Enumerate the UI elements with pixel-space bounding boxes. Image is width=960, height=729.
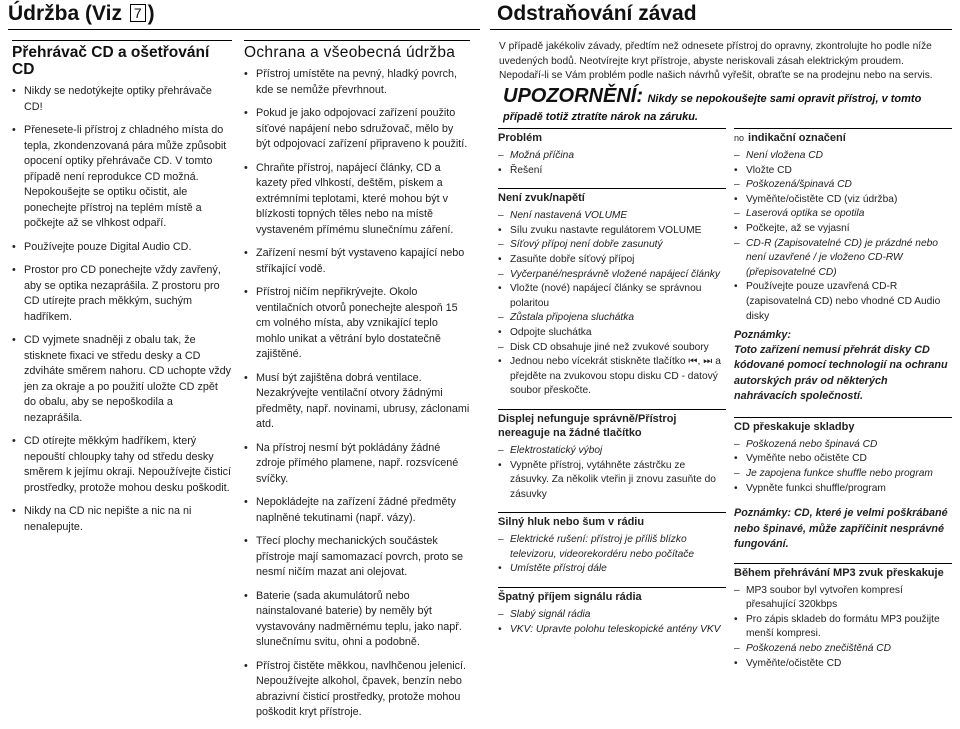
list-item: • CD otírejte měkkým hadříkem, který nepouští chloupky tahy od středu desky směrem k jejímu okraji. Nepoužívejte čisticí prostředky, protože mohou desku poškodit. (12, 434, 232, 496)
list-item: • Prostor pro CD ponechejte vždy zavřený, aby se optika nezaprášila. Z prostoru pro CD utírejte prach měkkým, suchým hadříkem. (12, 263, 232, 325)
solution-row: • Vyměňte/očistěte CD (734, 657, 842, 669)
solution-row: • Vypněte přístroj, vytáhněte zástrčku ze zásuvky. Za několik vteřin ji znovu zasuňte do zásuvky (498, 459, 716, 500)
legend-solution: • Řešení (498, 164, 543, 176)
solution-row: • Umístěte přístroj dále (498, 563, 607, 575)
cause-row: – Zůstala připojena sluchátka (498, 312, 635, 324)
cause-row: – Elektrické rušení: přístroj je příliš blízko televizoru, videorekordéru nebo počítače (498, 534, 695, 560)
cause-row: – Slabý signál rádia (498, 609, 591, 621)
cause-row: – Není nastavená VOLUME (498, 210, 628, 222)
list-item: • Přístroj ničím nepřikrývejte. Okolo ventilačních otvorů ponechejte alespoň 15 cm volného místa, aby vznikající teplo mohlo unikat a větrání bylo dostatečně zajištěné. (244, 285, 470, 363)
problem-title: Displej nefunguje správně/Přístroj nereaguje na žádné tlačítko (498, 409, 726, 440)
problem-title: Není zvuk/napětí (498, 188, 726, 205)
note2-body: CD, které je velmi poškrábané nebo špinavé, může zapříčinit nesprávné fungování. (734, 507, 948, 551)
note1-body: Toto zařízení nemusí přehrát disky CD kódované pomocí technologií na ochranu autorských práv od některých nahrávacích společností. (734, 343, 948, 403)
solution-row: • Vypněte funkci shuffle/program (734, 482, 886, 494)
warning-text: Nikdy se nepokoušejte sami opravit přístroj, v tomto případě totiž ztratíte nárok na záruku. (503, 93, 922, 123)
solution-row: • Vyměňte nebo očistěte CD (734, 453, 867, 465)
solution-row: • Vyměňte/očistěte CD (viz údržba) (734, 193, 898, 205)
skip-title: CD přeskakuje skladby (734, 417, 952, 434)
note2 (734, 506, 952, 553)
indications-column (734, 128, 952, 671)
list-item: • Chraňte přístroj, napájecí články, CD a kazety před vlhkostí, deštěm, pískem a extrémními teplotami, které mohou být v blízkosti topných těles nebo na místě vystaveném přímému slunečnímu záření. (244, 161, 470, 239)
problem-title: Špatný příjem signálu rádia (498, 587, 726, 604)
solution-row: • Sílu zvuku nastavte regulátorem VOLUME (498, 224, 702, 236)
list-item: • Musí být zajištěna dobrá ventilace. Nezakrývejte ventilační otvory žádnými předměty, např. novinami, ubrusy, záclonami atd. (244, 371, 470, 433)
list-item: • Pokud je jako odpojovací zařízení použito síťové napájení nebo sdružovač, mělo by být odpojovací zařízení připraveno k použití. (244, 106, 470, 153)
solution-row: • Vložte CD (734, 164, 792, 176)
solution-row: • Jednou nebo vícekrát stiskněte tlačítko ⏮, ⏭ a přejděte na zvukovou stopu disku CD - datový soubor přeskočte. (498, 356, 721, 397)
list-item: • Zařízení nesmí být vystaveno kapající nebo stříkající vodě. (244, 246, 470, 277)
cause-row: – Elektrostatický výboj (498, 444, 603, 456)
solution-row: • Pro zápis skladeb do formátu MP3 použijte menší kompresi. (734, 613, 940, 640)
list-item: • Používejte pouze Digital Audio CD. (12, 240, 232, 256)
list-item: • Na přístroj nesmí být pokládány žádné zdroje přímého plamene, např. rozsvícené svíčky. (244, 441, 470, 488)
left-header-rule (8, 29, 480, 30)
page-ref-box: 7 (130, 4, 146, 22)
cause-row: – Poškozená/špinavá CD (734, 179, 852, 191)
list-item: • Baterie (sada akumulátorů nebo nainstalované baterie) by neměly být vystavovány nadměrnému teplu, jako např. slunečnímu svitu, ohni a podobně. (244, 589, 470, 651)
troubleshooting-intro: V případě jakékoliv závady, předtím než odnesete přístroj do opravny, zkontrolujte ho podle níže uvedených bodů. Neotvírejte kryt přístroje, abyste neriskovali zásah elektrickým proudem. Nepodaří-li se Vám problém podle našich návrhů vyřešit, obraťte se na prodejnu nebo na servis. (499, 41, 933, 82)
cause-row: – Poškozená nebo špinavá CD (734, 438, 878, 450)
warning-title: UPOZORNĚNÍ: (503, 85, 643, 107)
problem-sections (498, 188, 726, 637)
solution-row: • Počkejte, až se vyjasní (734, 222, 850, 234)
warning-block (503, 85, 953, 125)
list-item: • Přenesete-li přístroj z chladného místa do tepla, zkondenzovaná pára může způsobit opocení optiky přehrávače CD. V tomto případě není reprodukce CD možná. Nepokoušejte se optiku očistit, ale ponechejte přístroj na teplém místě a počkejte až se vlhkost odpaří. (12, 123, 232, 232)
cause-row: – Síťový přípoj není dobře zasunutý (498, 239, 663, 251)
mp3-title: Během přehrávání MP3 zvuk přeskakuje (734, 563, 952, 580)
cause-row: – Poškozená nebo znečištěná CD (734, 642, 891, 654)
legend-problem: Problém (498, 128, 726, 145)
cd-care-list (12, 84, 232, 535)
general-maintenance-title: Ochrana a všeobecná údržba (244, 40, 470, 61)
note2-title: Poznámky: (734, 507, 791, 520)
right-header-rule (490, 29, 952, 30)
problem-title: Silný hluk nebo šum v rádiu (498, 512, 726, 529)
cause-row: – Laserová optika se opotila (734, 208, 865, 220)
list-item: • Třecí plochy mechanických součástek přístroje mají samomazací povrch, proto se nesmí ničím mazat ani olejovat. (244, 534, 470, 581)
cause-row: – Disk CD obsahuje jiné než zvukové soubory (498, 341, 709, 353)
list-item: • Přístroj umístěte na pevný, hladký povrch, kde se nemůže převrhnout. (244, 67, 470, 98)
solution-row: • VKV: Upravte polohu teleskopické antény VKV (498, 623, 721, 635)
legend-cause: – Možná příčina (498, 150, 574, 161)
cause-row: – CD-R (Zapisovatelné CD) je prázdné nebo není uzavřené / je vloženo CD-RW (přepisovatelné CD) (734, 237, 938, 278)
solution-row: • Vložte (nové) napájecí články se správnou polaritou (498, 283, 702, 309)
cd-care-column (12, 40, 232, 543)
solution-row: • Používejte pouze uzavřená CD-R (zapisovatelná CD) nebo vhodné CD Audio disky (734, 281, 941, 322)
list-item: • Nepokládejte na zařízení žádné předměty naplněné tekutinami (např. vázy). (244, 495, 470, 526)
note1-title: Poznámky: (734, 329, 791, 342)
cd-care-title: Přehrávač CD a ošetřování CD (12, 40, 232, 78)
solution-row: • Odpojte sluchátka (498, 326, 592, 338)
list-item: • Nikdy na CD nic nepište a nic na ni nenalepujte. (12, 504, 232, 535)
general-maintenance-list (244, 67, 470, 721)
right-page-title: Odstraňování závad (497, 2, 697, 25)
indication-heading: no indikační označení (734, 128, 952, 145)
cause-row: – MP3 soubor byl vytvořen kompresí přesahující 320kbps (734, 584, 903, 611)
cause-row: – Vyčerpané/nesprávně vložené napájecí články (498, 268, 720, 280)
general-maintenance-column (244, 40, 470, 729)
left-page-title: Údržba (Viz 7 ) (8, 2, 155, 25)
skip-rows (734, 438, 952, 496)
list-item: • Nikdy se nedotýkejte optiky přehrávače CD! (12, 84, 232, 115)
list-item: • Přístroj čistěte měkkou, navlhčenou jelenicí. Nepoužívejte alkohol, čpavek, benzín nebo abrazivní čisticí prostředky, protože mohou poškodit kryt přístroje. (244, 659, 470, 721)
cause-row: – Není vložena CD (734, 150, 824, 161)
mp3-rows (734, 584, 952, 672)
cause-row: – Je zapojena funkce shuffle nebo program (734, 467, 933, 479)
solution-row: • Zasuňte dobře síťový přípoj (498, 253, 635, 265)
list-item: • CD vyjmete snadněji z obalu tak, že stisknete fixaci ve středu desky a CD zdviháte směrem nahoru. CD uchopte vždy jen za okraje a po použití uložte CD zpět do obalu, aby se nepoškodila a nezaprášila. (12, 333, 232, 426)
indication-rows (734, 149, 952, 324)
problems-column (498, 128, 726, 637)
